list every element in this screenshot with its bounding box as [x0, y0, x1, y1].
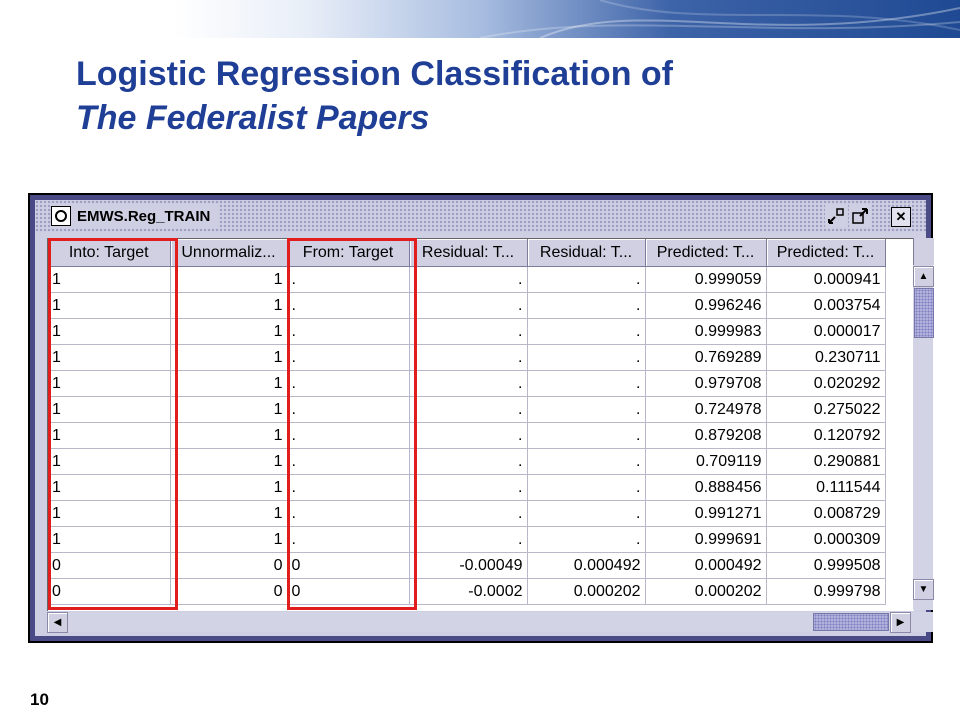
table-cell[interactable]: 0.769289: [645, 345, 766, 371]
table-cell[interactable]: 0.999798: [766, 579, 885, 605]
scroll-right-icon[interactable]: ▶: [890, 612, 911, 633]
table-cell[interactable]: .: [527, 319, 645, 345]
table-cell[interactable]: 0: [287, 579, 409, 605]
table-cell[interactable]: .: [527, 423, 645, 449]
table-cell[interactable]: 1: [48, 423, 170, 449]
slide-title-line1: Logistic Regression Classification of: [76, 55, 674, 93]
horizontal-scroll-thumb[interactable]: [813, 613, 889, 631]
highlight-into-target-column: [48, 238, 178, 610]
close-icon[interactable]: ✕: [891, 207, 911, 227]
table-cell[interactable]: 1: [48, 527, 170, 553]
table-cell[interactable]: 0.979708: [645, 371, 766, 397]
window-titlebar[interactable]: [35, 200, 926, 232]
table-cell[interactable]: .: [287, 449, 409, 475]
table-cell[interactable]: 0.999691: [645, 527, 766, 553]
maximize-icon[interactable]: [849, 205, 871, 227]
table-cell[interactable]: 1: [170, 449, 287, 475]
window-title: EMWS.Reg_TRAIN: [77, 207, 211, 225]
table-cell[interactable]: 0.999508: [766, 553, 885, 579]
table-cell[interactable]: 0: [170, 553, 287, 579]
table-cell[interactable]: .: [409, 267, 527, 293]
table-cell[interactable]: 0.999983: [645, 319, 766, 345]
table-cell[interactable]: 0.879208: [645, 423, 766, 449]
table-cell[interactable]: 0: [287, 553, 409, 579]
table-cell[interactable]: .: [527, 397, 645, 423]
table-cell[interactable]: .: [287, 293, 409, 319]
table-cell[interactable]: 1: [48, 267, 170, 293]
table-cell[interactable]: .: [409, 475, 527, 501]
table-cell[interactable]: 1: [170, 475, 287, 501]
table-cell[interactable]: .: [527, 475, 645, 501]
table-cell[interactable]: .: [527, 527, 645, 553]
table-cell[interactable]: .: [527, 345, 645, 371]
table-cell[interactable]: .: [409, 423, 527, 449]
table-cell[interactable]: 1: [48, 397, 170, 423]
table-cell[interactable]: 0.000492: [645, 553, 766, 579]
table-cell[interactable]: 1: [170, 501, 287, 527]
table-cell[interactable]: 0.999059: [645, 267, 766, 293]
slide-title-line2: The Federalist Papers: [76, 99, 430, 137]
table-cell[interactable]: 1: [170, 527, 287, 553]
table-cell[interactable]: 0.000017: [766, 319, 885, 345]
table-cell[interactable]: .: [287, 319, 409, 345]
table-cell[interactable]: .: [287, 527, 409, 553]
table-cell[interactable]: 0.000202: [645, 579, 766, 605]
table-cell[interactable]: .: [409, 397, 527, 423]
table-cell[interactable]: 1: [48, 345, 170, 371]
table-cell[interactable]: -0.00049: [409, 553, 527, 579]
table-cell[interactable]: 0: [48, 579, 170, 605]
column-header[interactable]: Residual: T...: [527, 239, 645, 267]
table-cell[interactable]: 1: [48, 501, 170, 527]
table-cell[interactable]: 1: [170, 397, 287, 423]
minimize-icon[interactable]: [825, 205, 847, 227]
table-cell[interactable]: .: [287, 267, 409, 293]
scroll-left-icon[interactable]: ◀: [47, 612, 68, 633]
table-cell[interactable]: .: [287, 423, 409, 449]
column-header[interactable]: Unnormaliz...: [170, 239, 287, 267]
vertical-scroll-thumb[interactable]: [914, 288, 934, 338]
table-cell[interactable]: .: [527, 293, 645, 319]
scroll-down-icon[interactable]: ▼: [913, 579, 934, 600]
scrollbar-corner: [913, 612, 933, 632]
table-cell[interactable]: -0.0002: [409, 579, 527, 605]
table-cell[interactable]: .: [409, 319, 527, 345]
table-cell[interactable]: 1: [170, 345, 287, 371]
table-cell[interactable]: .: [409, 449, 527, 475]
table-cell[interactable]: .: [409, 293, 527, 319]
table-cell[interactable]: .: [409, 527, 527, 553]
table-cell[interactable]: .: [287, 397, 409, 423]
table-cell[interactable]: .: [409, 345, 527, 371]
horizontal-scrollbar[interactable]: [47, 612, 913, 632]
table-cell[interactable]: 1: [170, 293, 287, 319]
table-cell[interactable]: 0.000202: [527, 579, 645, 605]
slide-title: [76, 52, 673, 140]
table-cell[interactable]: 1: [170, 319, 287, 345]
table-cell[interactable]: 1: [48, 449, 170, 475]
table-cell[interactable]: 0.888456: [645, 475, 766, 501]
column-header[interactable]: Residual: T...: [409, 239, 527, 267]
table-cell[interactable]: 0.000492: [527, 553, 645, 579]
table-cell[interactable]: 0.290881: [766, 449, 885, 475]
header-banner: [0, 0, 960, 38]
column-header[interactable]: From: Target: [287, 239, 409, 267]
table-cell[interactable]: 1: [170, 267, 287, 293]
table-cell[interactable]: 1: [48, 371, 170, 397]
table-cell[interactable]: 0.008729: [766, 501, 885, 527]
table-cell[interactable]: 0.000941: [766, 267, 885, 293]
table-cell[interactable]: .: [527, 371, 645, 397]
table-cell[interactable]: 1: [48, 475, 170, 501]
table-cell[interactable]: .: [287, 475, 409, 501]
page-number: 10: [30, 690, 49, 709]
table-cell[interactable]: .: [409, 371, 527, 397]
table-cell[interactable]: 0: [48, 553, 170, 579]
vertical-scrollbar[interactable]: [913, 238, 933, 610]
table-cell[interactable]: .: [527, 449, 645, 475]
table-cell[interactable]: .: [287, 501, 409, 527]
table-cell[interactable]: 0.275022: [766, 397, 885, 423]
table-cell[interactable]: .: [527, 501, 645, 527]
banner-decoration: [0, 0, 960, 38]
table-cell[interactable]: 1: [170, 371, 287, 397]
table-cell[interactable]: 0.111544: [766, 475, 885, 501]
table-cell[interactable]: .: [287, 345, 409, 371]
table-cell[interactable]: 0.230711: [766, 345, 885, 371]
table-cell[interactable]: 0.020292: [766, 371, 885, 397]
table-cell[interactable]: 0.120792: [766, 423, 885, 449]
table-cell[interactable]: .: [287, 371, 409, 397]
table-cell[interactable]: 0.991271: [645, 501, 766, 527]
table-cell[interactable]: 0: [170, 579, 287, 605]
table-cell[interactable]: 0.709119: [645, 449, 766, 475]
highlight-from-target-column: [287, 238, 417, 610]
table-cell[interactable]: .: [527, 267, 645, 293]
table-cell[interactable]: 0.996246: [645, 293, 766, 319]
column-header[interactable]: Into: Target: [48, 239, 170, 267]
table-viewer-icon[interactable]: [51, 206, 71, 226]
table-cell[interactable]: 1: [170, 423, 287, 449]
table-cell[interactable]: 1: [48, 293, 170, 319]
table-cell[interactable]: .: [409, 501, 527, 527]
column-header[interactable]: Predicted: T...: [645, 239, 766, 267]
table-cell[interactable]: 0.000309: [766, 527, 885, 553]
column-header[interactable]: Predicted: T...: [766, 239, 885, 267]
scroll-up-icon[interactable]: ▲: [913, 266, 934, 287]
table-cell[interactable]: 0.003754: [766, 293, 885, 319]
table-cell[interactable]: 1: [48, 319, 170, 345]
table-cell[interactable]: 0.724978: [645, 397, 766, 423]
